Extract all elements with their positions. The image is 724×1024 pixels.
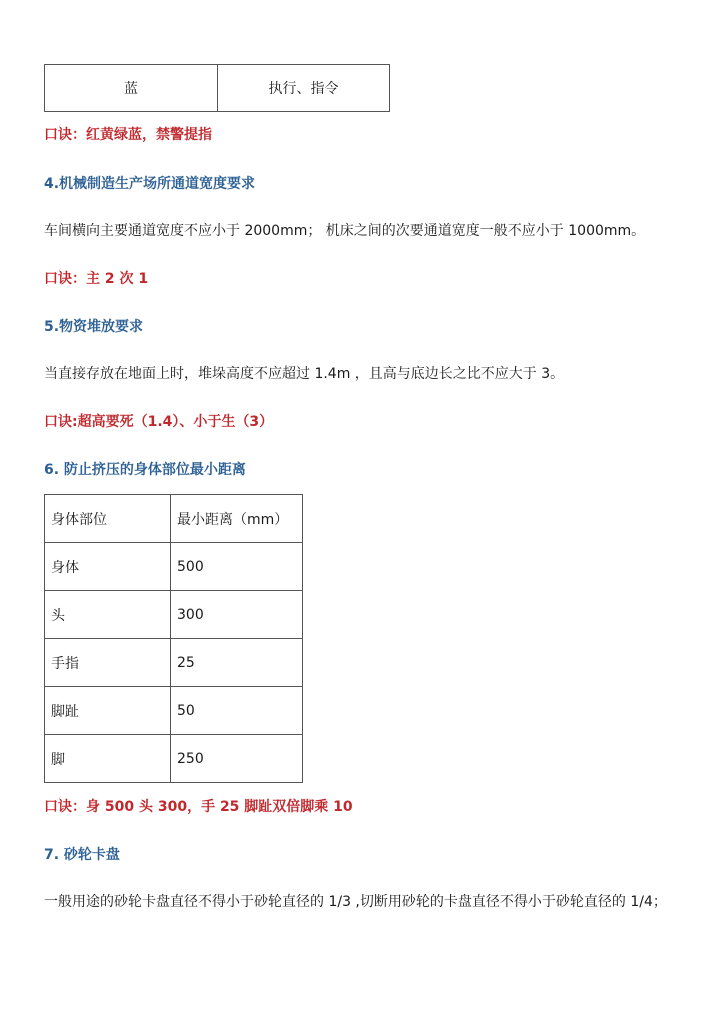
table-cell: 蓝 — [45, 65, 218, 112]
section-heading: 5.物资堆放要求 — [44, 319, 144, 335]
table-header-cell: 最小距离（mm） — [171, 495, 303, 543]
table-cell: 250 — [171, 735, 303, 783]
min-distance-table — [44, 494, 303, 783]
table-cell: 25 — [171, 639, 303, 687]
section-heading: 4.机械制造生产场所通道宽度要求 — [44, 176, 256, 192]
mnemonic-text: 口诀:超高要死（1.4）、小于生（3） — [44, 414, 274, 430]
table-row — [45, 735, 303, 783]
paragraph: 当直接存放在地面上时，堆垛高度不应超过 1.4m ，且高与底边长之比不应大于 3。 — [44, 366, 565, 382]
table-cell: 300 — [171, 591, 303, 639]
mnemonic-text: 口诀：主 2 次 1 — [44, 271, 149, 287]
table-cell: 脚趾 — [45, 687, 171, 735]
table-cell: 头 — [45, 591, 171, 639]
paragraph: 一般用途的砂轮卡盘直径不得小于砂轮直径的 1/3 ,切断用砂轮的卡盘直径不得小于砂轮直径的 1/4； — [44, 894, 667, 910]
mnemonic-text: 口诀：身 500 头 300，手 25 脚趾双倍脚乘 10 — [44, 799, 353, 815]
section-heading: 6. 防止挤压的身体部位最小距离 — [44, 462, 246, 478]
table-cell: 身体 — [45, 543, 171, 591]
table-row — [45, 543, 303, 591]
table-cell: 500 — [171, 543, 303, 591]
table-header-row — [45, 495, 303, 543]
table-header-cell: 身体部位 — [45, 495, 171, 543]
table-cell: 脚 — [45, 735, 171, 783]
table-row — [45, 65, 390, 112]
paragraph: 车间横向主要通道宽度不应小于 2000mm； 机床之间的次要通道宽度一般不应小于 1000mm。 — [44, 223, 646, 239]
table-row — [45, 687, 303, 735]
table-row — [45, 639, 303, 687]
section-heading: 7. 砂轮卡盘 — [44, 847, 120, 863]
table-row — [45, 591, 303, 639]
mnemonic-text: 口诀：红黄绿蓝，禁警提指 — [44, 127, 212, 143]
table-cell: 手指 — [45, 639, 171, 687]
table-cell: 执行、指令 — [218, 65, 390, 112]
color-meaning-table — [44, 64, 390, 112]
table-cell: 50 — [171, 687, 303, 735]
